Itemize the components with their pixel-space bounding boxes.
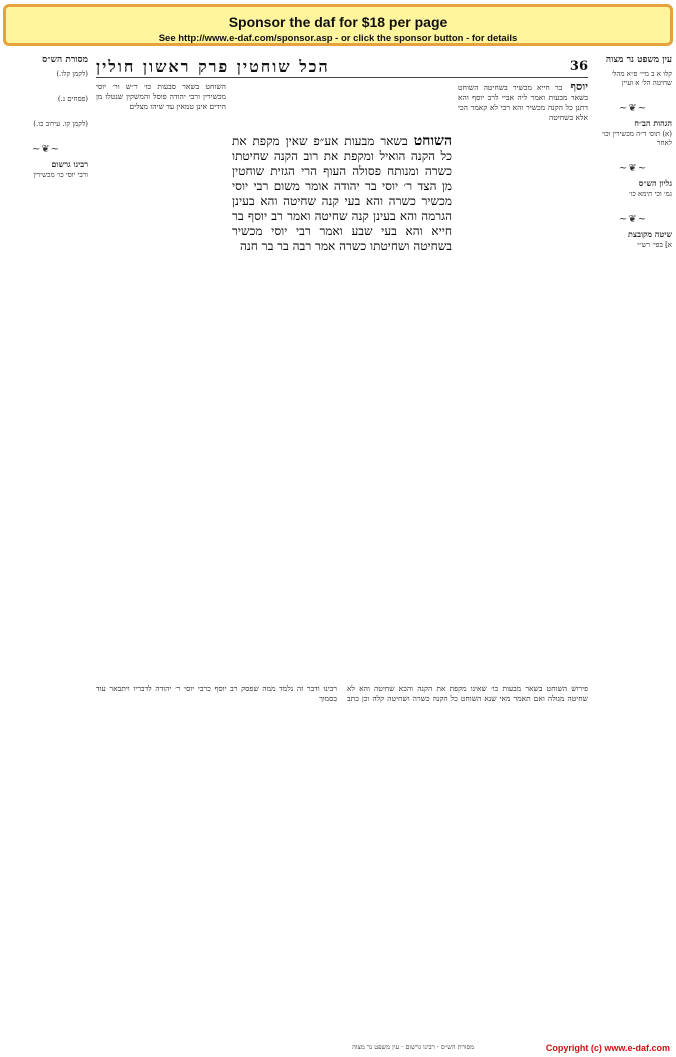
sponsor-subtitle[interactable]: See http://www.e-daf.com/sponsor.asp - or click the sponsor button - for details: [158, 33, 518, 44]
gilyon-hashas: [594, 179, 672, 199]
gilyon-text: גמ׳ וכי תימא כו׳: [628, 190, 672, 198]
ornament-divider: ~❦~: [31, 144, 61, 155]
mesoret-hashas-heading: מסורת הש״ס: [42, 55, 88, 65]
sponsor-banner[interactable]: [3, 4, 673, 46]
ornament-divider: ~❦~: [618, 103, 648, 114]
rabbeinu-gershom-text: ורבי יוסי כו׳ מכשירין: [33, 171, 88, 179]
tosafot-text: השוחט בשאר סבעות כו׳ ר״ש ור׳ יוסי מכשירין ורבי יהודה פוסל והמשקין שנטלו מן הידים אינן טמאין עד שיהו מצלים: [96, 82, 226, 111]
shita-title: שיטה מקובצת: [628, 229, 672, 239]
copyright-notice: Copyright (c) www.e-daf.com: [545, 1043, 670, 1053]
page-header: [96, 56, 588, 78]
shita-text: א] בפי׳ רש״י: [637, 241, 672, 249]
right-margin: [594, 54, 672, 1044]
hagahot-text: (א) תוס׳ ד״ה מכשירין וכו׳ לאחר: [601, 130, 672, 147]
rashi-dibbur-hamatchil: יוסף: [570, 82, 588, 93]
gilyon-title: גליון הש״ס: [638, 178, 672, 188]
gemara-text: [232, 134, 452, 674]
lower-commentary-text: פירוש השוחט בשאר מבעות כו׳ שאינו מקפת את הקנה והכא שחיטה והא לא שחיטה מגולה ואם תאמר מאי שנא השוחט כל הקנה כשרה ושחיטה קלה וכן כתב רבינו ודבר זה נלמד ממה שפסק רב יוסף כרבי יוסי ר׳ יהודה לדבריו ויתבאר עוד בסמוך: [96, 684, 588, 703]
chapter-title: הכל שוחטין פרק ראשון חולין: [96, 56, 330, 76]
rashi-text: בר חייא מכשיר בשחיטה השוחט בשאר מבעות ואמר ליה אביי לרב יוסף והא דתנן כל הקנה מכשיר והא רבי לא קאמר הכי אלא בשחיטה: [458, 83, 588, 122]
mesoret-ref: (לקמן קו. עירוב כו.): [33, 120, 88, 128]
footer-text: מסורת הש״ס · רבינו גרשום · עין משפט נר מצוה: [352, 1043, 474, 1051]
hagahot-title: הגהות הב״ח: [634, 118, 672, 128]
ein-mishpat-notes: קלו א ב מיי׳ פ״א מהל׳ שחיטה הל׳ א ועיין: [611, 70, 672, 87]
ornament-divider: ~❦~: [618, 163, 648, 174]
rashi-commentary: [458, 82, 588, 422]
shita-mekubetzet: [594, 230, 672, 250]
page-number: 36: [569, 59, 588, 74]
tosafot-commentary: [96, 82, 226, 422]
rabbeinu-gershom-title: רבינו גרשום: [51, 159, 88, 169]
mesoret-ref: (פסחים נ.): [57, 95, 88, 103]
gemara-body: בשאר מבעות אע״פ שאין מקפת את כל הקנה הואיל ומקפת את רוב הקנה שחיטתו כשרה ומנותח פסולה העוף הרי הגזית שוחטין מן הצד ר׳ יוסי בר יהודה אומר משום רבי יוסי מכשיר כשרה והא בעי קנה שחיטה והא בעינן הגרמה והא בעינן קנה שחיטה ואמר רב יוסף בר חייא והא בעי שבע ואמר רבי יוסי מכשיר בשחיטה ושחיטתו כשרה אמר רבה בר בר חנה: [232, 134, 452, 253]
talmud-page: [4, 54, 672, 1044]
hagahot-habach: [594, 119, 672, 148]
sponsor-title: Sponsor the daf for $18 per page: [228, 14, 448, 30]
rabbeinu-gershom: [4, 160, 88, 180]
mesoret-ref: (לקמן קלו.): [56, 70, 88, 78]
ornament-divider: ~❦~: [618, 214, 648, 225]
gemara-opening-word: השוחט: [413, 134, 452, 149]
left-margin: [4, 54, 88, 1044]
lower-commentary: [96, 684, 588, 1022]
ein-mishpat-heading: עין משפט נר מצוה: [605, 55, 672, 65]
